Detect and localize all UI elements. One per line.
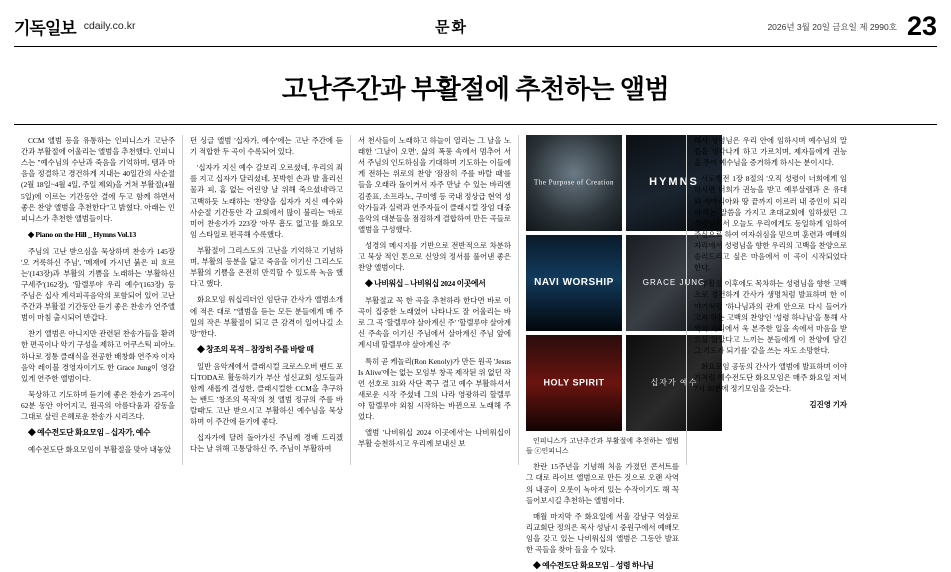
paragraph: 앨범 '나비워십 2024 이곳에서'는 나비워십이 부활 승천하시고 우리께 보내신 보: [358, 428, 511, 449]
album-cover-1: [526, 135, 622, 231]
paragraph: 사도행전 1장 8절의 '오직 성령이 너희에게 임하시면 너희가 권능을 받고 예루살렘과 온 유대와 사마리아와 땅 끝까지 이르러 내 증인이 되리라'라는 말씀을 가지고 초대교회에 임하셨던 그 성령님께서 오늘도 우리에게도 동일하게 임하여 주심으로 하여 여자쉬심을 믿으며 훈련과 예배의 자리에서 성령님을 향한 우리의 고백을 찬양으로 솔러드리고 싶은 마음에서 이 곡이 시작되었다 한다.: [694, 174, 847, 273]
masthead-meta: [767, 10, 937, 41]
paragraph: 부활절 이후에도 목차하는 성령님을 향한 고백으로 경건하게 간사가 생명처럼 발표하며 한 이야기처럼 '하나님과의 관계 안으로 다시 들어가고자 하는 고백의 찬양인 '성령 하나님'을 통해 사역의 자리에서 욱 본주한 일을 속에서 마음을 받으심 않았다고 느끼는 분들에게 이 찬양에 담긴 그 기도가 되기를' 같을 쓰는 자도 소망한다.: [694, 279, 847, 355]
paragraph: CCM 앨범 등을 유통하는 인피니스가 고난주간과 부활절에 어울리는 앨범을 추천했다. 인피니스는 "예수님의 수난과 죽음을 기억하며, 템과 마음을 정결하고 경건하게 지내는 40일간의 사순절(2월 18일~4월 4일, 주일 제외)을 거쳐 부활절(4월 5일)에 이르는 기간동안 결에 두고 함께 하면서 좋은 찬양 앨범을 추천한다"고 밝혔다. 아래는 인피니스가 추천한 앨범들이다.: [21, 136, 175, 223]
column-1: [14, 135, 182, 465]
album-title-4: GRACE JUNG: [642, 278, 706, 287]
masthead: [14, 0, 937, 44]
paragraph: 찬기 앨범은 아니지만 관련된 찬송가들을 환려한 편곡이나 악기 구성을 제하고 어쿠스틱 피아노 하나로 정통 클래식을 전공한 배창화 연주자 이자 음악 레이블 경영자이기도 한 Grace Jung이 영감 있게 연주한 앨범이다.: [21, 329, 175, 383]
paragraph: 화요모임 공동의 간사가 앨범에 발표하며 이야기처럼 예수전도단 화요모임은 매주 화요일 저녁 7시 30분에 정기모임을 갖는다.: [694, 362, 847, 394]
album-title-5: HOLY SPIRIT: [543, 377, 605, 388]
byline: 김진영 기자: [809, 400, 847, 410]
subheading-piano-on-the-hill: ◆ Piano on the Hill _ Hymns Vol.13: [28, 229, 137, 239]
album-title-1: The Purpose of Creation: [533, 178, 615, 187]
paragraph: 서 천사들이 노래하고 하늘이 열리는 그 날을 노래한 '그날이 오면', 삶의 폭풍 속에서 멈추어 서서 주님의 인도하심을 기대하며 기도하는 이들에게 전하는 위로의 찬양 '잠잠히 주를 바랄 때'를 들을 오래라 돌이켜서 자주 만날 수 있는 바리엔 김종표, 소프라노, 구미엥 등 국내 정상급 현역 성악가들과 실력과 연주자들이 클래시컬 장엄 대중음악의 대분들을 점검하게 결합하여 만든 곡들로 앨범을 구성했다.: [358, 136, 511, 234]
page-title: 고난주간과 부활절에 추천하는 앨범: [281, 75, 670, 104]
paragraph: 일반 음악계에서 클래시컬 크로스오버 밴드 포디TODA로 활동하기가 부산 성신교회 성도들과 함께 새롭게 결성한, 클래시컬한 CCM을 추구하는 밴드 '창조의 목적'의 첫 앨범 정규의 주를 바랄때'도 고난 받으시고 부활하신 예수님을 묵상하며 이 주간에 듣기에 좋다.: [190, 361, 343, 427]
paragraph: 묵상하고 기도하며 듣기에 좋은 찬송가 25곡이 62분 동안 아어지고, 원곡의 아름다움과 감동을 그대로 살린 은혜로운 찬송가 시리즈다.: [21, 389, 175, 422]
page-number: 23: [906, 10, 937, 41]
headline-rule: [14, 124, 937, 125]
publication-url[interactable]: cdaily.co.kr: [83, 20, 136, 32]
column-5: [686, 135, 854, 465]
paragraph: 혜사 성령님은 우리 안에 임하시며 예수님의 말씀을 생각나게 하고 가르치며, 제자들에게 권능을 주어 예수님을 증거하게 하시는 분이시다.: [694, 136, 847, 168]
subheading-ywam-tuesday-cross-jesus: ◆ 예수전도단 화요모임 – 십자가, 예수: [28, 428, 151, 438]
dateline: 2026년 3월 20일 금요일 제 2990호: [767, 22, 897, 33]
article-body: [14, 135, 937, 571]
paragraph: 예수전도단 화요모임이 부활절을 맞아 내놓았: [28, 444, 172, 454]
paragraph: 십자가에 달려 돌아가신 주님께 경배 드리겠 다는 날 위해 고통당하신 주, 주님이 부활하여: [190, 433, 343, 454]
paragraph: 주님의 고난 받으심을 묵상하며 찬송가 145장 '오 거룩하신 주님', '메재에 가시넌 붉은 피 흐르는'(143장)과 부활의 기쁨을 노래하는 '부활하신 구세주'(162장), '할렐루야 우리 예수'(163장) 등 주님은 십사 계셔피곡음악의 포함되어 있어 고난주간과 부활절 기간동안 듣기 좋은 찬송가 연주앨범이 마침 출시되어 반갑다.: [21, 246, 175, 323]
paragraph: '십자가 지신 예수 갈보리 오르셨네, 우리의 죄를 지고 십자가 달리셨네, 못박힌 손과 발 흘리신 물과 피, 홈 없는 어린양 날 위해 죽으셨네'라고 고백하듯 노래하는 '찬양을 십자가 지신 예수와 사순절 기간동안 각 교회에서 많이 불리는 '바로미어 찬송가가 223장 '아무 흠도 없고'를 화요모임 스타일로 편곡해 수록했다.: [190, 163, 343, 239]
section-title: 문화: [434, 19, 468, 36]
album-title-6: 십자가 예수: [650, 378, 698, 387]
paragraph: 부활절교 꼭 한 곡을 추천하라 한다면 바로 이곡이 집중한 노래였어 나타나도 잘 어울리는 바로 그 곡 '할렐루야 살아계신 주' '할렐루야 살아계신 주속을 이기신 주님에서 살아계신 주님 앞에 계시네 할렐루야 살아계신 주': [358, 296, 511, 350]
paragraph: 화요모임 워십리더인 임단규 간사가 앨범소개에 적은 대로 "앨범을 듣는 모든 분들에게 매 주일의 작은 부활절이 되고 큰 감격이 일어나길 소망"한다.: [190, 295, 343, 338]
album-cover-3: [526, 235, 622, 331]
column-3: [350, 135, 518, 465]
album-cover-5: [526, 335, 622, 431]
subheading-navi-worship: ◆ 나비워십 – 나비워십 2024 이곳에서: [365, 279, 486, 289]
column-4-photos: [518, 135, 706, 571]
album-title-2: HYMNS: [649, 176, 699, 189]
paragraph: 찬란 15주년을 기념해 처음 가졌던 콘서트를 그 대로 라이브 앨범으로 만든 것으로 오랜 사역의 내공이 오롯이 녹아져 있는 수작이기도 해 꼭 들어보시길 추천하는 앨범이다.: [526, 462, 679, 505]
photo-caption: 인피니스가 고난주간과 부활절에 추천하는 앨범들 ⓒ인피니스: [526, 437, 679, 456]
publication-logo: 기독일보: [14, 18, 76, 38]
paragraph: 성경의 메시지를 기반으로 전반적으로 차분하고 묵상 적인 톤으로 신앙의 정서를 풀어낸 좋은 찬양 앨범이다.: [358, 240, 511, 273]
paragraph: 던 싱글 앨범 '십자가, 예수'에는 고난 주간에 듣기 적합한 두 곡이 수록되어 있다.: [190, 136, 343, 157]
paragraph: 특히 곧 케놀리(Ron Kenoly)가 만든 원곡 'Jesus Is Alive'에는 없는 모임부 창곡 제작된 위 없던 작언 선호로 31와 사단 쪽구 결고 예수 부활하셔서 새로운 시작 주셨네 그의 나라 영광하리 할렐루야 할렐루야 외침 시작하는 바뀐으로 노래해 주었다.: [358, 356, 511, 422]
column-2: [182, 135, 350, 465]
subheading-ywam-holy-spirit: ◆ 예수전도단 화요모임 – 성령 하나님: [533, 561, 654, 571]
paragraph: 부활절이 그리스도의 고난을 기억하고 기념하며, 부활의 등분을 닮고 죽음을 이기신 그리스도 부활의 기쁨을 온전히 만끽할 수 있도록 녹음 했다고 했다.: [190, 245, 343, 289]
paragraph: 매월 마지막 주 화요일에 서울 강남구 역삼로 리교회단 정의은 목사 성남시 중원구에서 예배모임을 갖고 있는 나비워십의 앨범은 그동안 발표한 곡들을 찾아 들을 수 있다.: [526, 511, 679, 555]
subheading-purpose-of-creation: ◆ 창조의 목적 – 참장히 주를 바랄 때: [197, 344, 314, 354]
album-title-3: NAVI WORSHIP: [534, 276, 614, 288]
